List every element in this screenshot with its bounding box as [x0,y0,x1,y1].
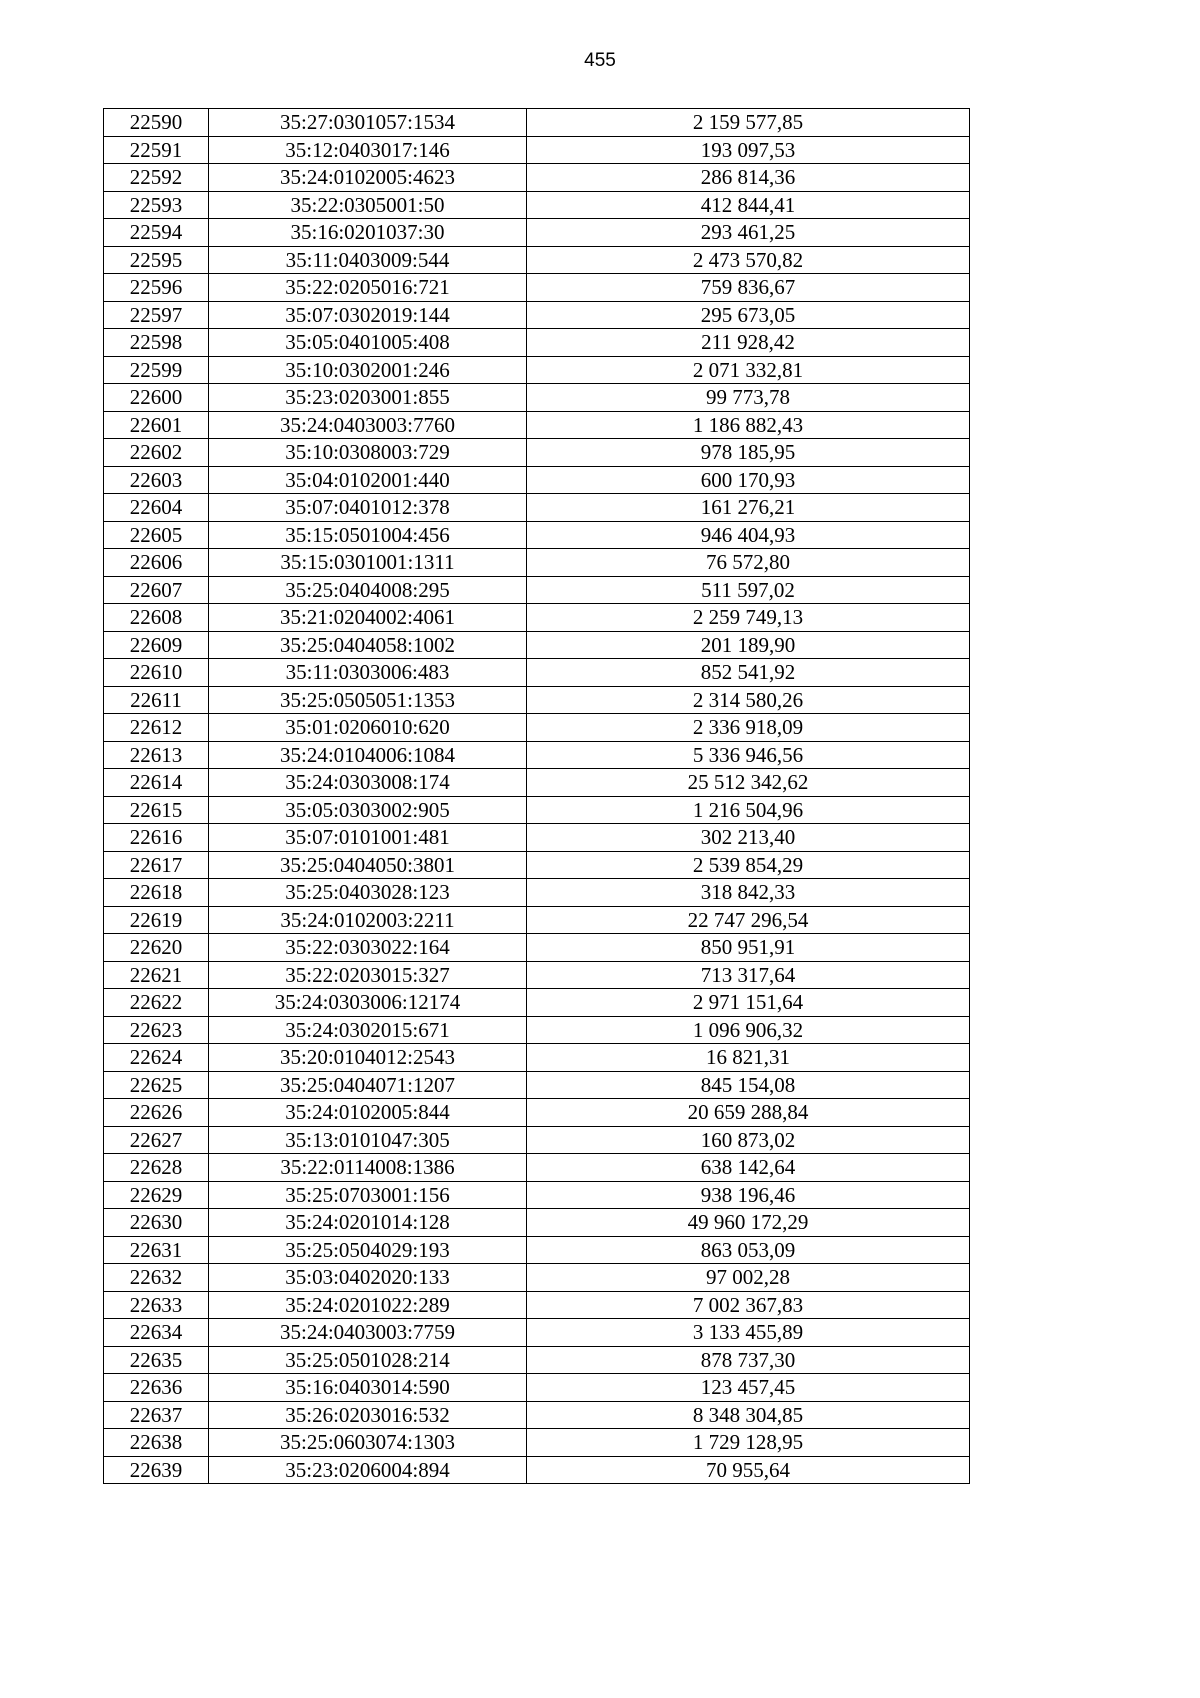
value-cell: 49 960 172,29 [527,1209,970,1237]
table-row [104,109,970,137]
value-cell: 978 185,95 [527,439,970,467]
cadastral-number-cell: 35:24:0403003:7760 [209,411,527,439]
cadastral-number-cell: 35:20:0104012:2543 [209,1044,527,1072]
cadastral-number-cell: 35:25:0504029:193 [209,1236,527,1264]
row-number-cell: 22610 [104,659,209,687]
row-number-cell: 22592 [104,164,209,192]
row-number-cell: 22605 [104,521,209,549]
row-number-cell: 22612 [104,714,209,742]
row-number-cell: 22616 [104,824,209,852]
value-cell: 70 955,64 [527,1456,970,1484]
cadastral-number-cell: 35:25:0404058:1002 [209,631,527,659]
page-number: 455 [584,50,616,71]
row-number-cell: 22596 [104,274,209,302]
table-row [104,631,970,659]
cadastral-number-cell: 35:24:0403003:7759 [209,1319,527,1347]
cadastral-number-cell: 35:15:0501004:456 [209,521,527,549]
value-cell: 638 142,64 [527,1154,970,1182]
cadastral-number-cell: 35:22:0303022:164 [209,934,527,962]
value-cell: 5 336 946,56 [527,741,970,769]
row-number-cell: 22626 [104,1099,209,1127]
row-number-cell: 22602 [104,439,209,467]
table-row [104,1236,970,1264]
cadastral-number-cell: 35:03:0402020:133 [209,1264,527,1292]
cadastral-number-cell: 35:25:0603074:1303 [209,1429,527,1457]
row-number-cell: 22617 [104,851,209,879]
value-cell: 938 196,46 [527,1181,970,1209]
table-row [104,1016,970,1044]
value-cell: 25 512 342,62 [527,769,970,797]
value-cell: 600 170,93 [527,466,970,494]
table-row [104,494,970,522]
table-row [104,1209,970,1237]
value-cell: 2 336 918,09 [527,714,970,742]
cadastral-number-cell: 35:24:0102005:844 [209,1099,527,1127]
cadastral-number-cell: 35:25:0404008:295 [209,576,527,604]
row-number-cell: 22606 [104,549,209,577]
row-number-cell: 22639 [104,1456,209,1484]
row-number-cell: 22623 [104,1016,209,1044]
row-number-cell: 22638 [104,1429,209,1457]
table-row [104,439,970,467]
cadastral-number-cell: 35:25:0703001:156 [209,1181,527,1209]
table-row [104,659,970,687]
value-cell: 1 216 504,96 [527,796,970,824]
value-cell: 201 189,90 [527,631,970,659]
value-cell: 76 572,80 [527,549,970,577]
row-number-cell: 22622 [104,989,209,1017]
row-number-cell: 22591 [104,136,209,164]
table-row [104,741,970,769]
table-row [104,851,970,879]
value-cell: 759 836,67 [527,274,970,302]
table-row [104,604,970,632]
row-number-cell: 22635 [104,1346,209,1374]
value-cell: 2 473 570,82 [527,246,970,274]
table-row [104,411,970,439]
cadastral-number-cell: 35:07:0101001:481 [209,824,527,852]
value-cell: 8 348 304,85 [527,1401,970,1429]
table-row [104,906,970,934]
table-row [104,1099,970,1127]
cadastral-number-cell: 35:22:0305001:50 [209,191,527,219]
value-cell: 1 096 906,32 [527,1016,970,1044]
row-number-cell: 22603 [104,466,209,494]
row-number-cell: 22637 [104,1401,209,1429]
value-cell: 2 259 749,13 [527,604,970,632]
row-number-cell: 22597 [104,301,209,329]
cadastral-number-cell: 35:25:0403028:123 [209,879,527,907]
row-number-cell: 22628 [104,1154,209,1182]
value-cell: 3 133 455,89 [527,1319,970,1347]
table-row [104,879,970,907]
cadastral-number-cell: 35:24:0102005:4623 [209,164,527,192]
value-cell: 2 314 580,26 [527,686,970,714]
row-number-cell: 22621 [104,961,209,989]
table-row [104,301,970,329]
row-number-cell: 22611 [104,686,209,714]
table-row [104,1291,970,1319]
registry-table [103,108,970,1484]
table-row [104,274,970,302]
value-cell: 22 747 296,54 [527,906,970,934]
table-row [104,1154,970,1182]
row-number-cell: 22595 [104,246,209,274]
value-cell: 193 097,53 [527,136,970,164]
table-row [104,934,970,962]
table-row [104,796,970,824]
table-row [104,356,970,384]
table-row [104,1374,970,1402]
value-cell: 20 659 288,84 [527,1099,970,1127]
cadastral-number-cell: 35:15:0301001:1311 [209,549,527,577]
row-number-cell: 22625 [104,1071,209,1099]
table-row [104,521,970,549]
cadastral-number-cell: 35:24:0102003:2211 [209,906,527,934]
value-cell: 2 159 577,85 [527,109,970,137]
cadastral-number-cell: 35:22:0203015:327 [209,961,527,989]
row-number-cell: 22615 [104,796,209,824]
registry-table-body [104,109,970,1484]
value-cell: 1 729 128,95 [527,1429,970,1457]
value-cell: 850 951,91 [527,934,970,962]
table-row [104,1401,970,1429]
row-number-cell: 22624 [104,1044,209,1072]
value-cell: 295 673,05 [527,301,970,329]
cadastral-number-cell: 35:12:0403017:146 [209,136,527,164]
table-row [104,1319,970,1347]
cadastral-number-cell: 35:13:0101047:305 [209,1126,527,1154]
value-cell: 123 457,45 [527,1374,970,1402]
value-cell: 99 773,78 [527,384,970,412]
value-cell: 511 597,02 [527,576,970,604]
row-number-cell: 22613 [104,741,209,769]
cadastral-number-cell: 35:24:0302015:671 [209,1016,527,1044]
cadastral-number-cell: 35:16:0201037:30 [209,219,527,247]
value-cell: 302 213,40 [527,824,970,852]
value-cell: 7 002 367,83 [527,1291,970,1319]
value-cell: 16 821,31 [527,1044,970,1072]
cadastral-number-cell: 35:23:0206004:894 [209,1456,527,1484]
row-number-cell: 22633 [104,1291,209,1319]
row-number-cell: 22636 [104,1374,209,1402]
value-cell: 160 873,02 [527,1126,970,1154]
value-cell: 2 539 854,29 [527,851,970,879]
value-cell: 2 071 332,81 [527,356,970,384]
value-cell: 852 541,92 [527,659,970,687]
row-number-cell: 22600 [104,384,209,412]
cadastral-number-cell: 35:05:0303002:905 [209,796,527,824]
table-row [104,329,970,357]
table-row [104,1044,970,1072]
cadastral-number-cell: 35:01:0206010:620 [209,714,527,742]
row-number-cell: 22631 [104,1236,209,1264]
row-number-cell: 22630 [104,1209,209,1237]
table-row [104,549,970,577]
table-row [104,1181,970,1209]
value-cell: 286 814,36 [527,164,970,192]
row-number-cell: 22598 [104,329,209,357]
cadastral-number-cell: 35:25:0505051:1353 [209,686,527,714]
table-row [104,1456,970,1484]
table-row [104,136,970,164]
table-row [104,576,970,604]
table-row [104,769,970,797]
value-cell: 878 737,30 [527,1346,970,1374]
row-number-cell: 22594 [104,219,209,247]
cadastral-number-cell: 35:11:0403009:544 [209,246,527,274]
table-row [104,1429,970,1457]
value-cell: 2 971 151,64 [527,989,970,1017]
cadastral-number-cell: 35:07:0302019:144 [209,301,527,329]
cadastral-number-cell: 35:27:0301057:1534 [209,109,527,137]
cadastral-number-cell: 35:21:0204002:4061 [209,604,527,632]
cadastral-number-cell: 35:25:0501028:214 [209,1346,527,1374]
value-cell: 1 186 882,43 [527,411,970,439]
row-number-cell: 22620 [104,934,209,962]
table-row [104,824,970,852]
cadastral-number-cell: 35:24:0201014:128 [209,1209,527,1237]
cadastral-number-cell: 35:11:0303006:483 [209,659,527,687]
value-cell: 161 276,21 [527,494,970,522]
row-number-cell: 22607 [104,576,209,604]
cadastral-number-cell: 35:22:0114008:1386 [209,1154,527,1182]
table-row [104,1264,970,1292]
table-row [104,1346,970,1374]
table-row [104,219,970,247]
cadastral-number-cell: 35:05:0401005:408 [209,329,527,357]
cadastral-number-cell: 35:24:0303008:174 [209,769,527,797]
cadastral-number-cell: 35:24:0303006:12174 [209,989,527,1017]
value-cell: 863 053,09 [527,1236,970,1264]
cadastral-number-cell: 35:25:0404071:1207 [209,1071,527,1099]
row-number-cell: 22618 [104,879,209,907]
row-number-cell: 22609 [104,631,209,659]
value-cell: 412 844,41 [527,191,970,219]
row-number-cell: 22593 [104,191,209,219]
value-cell: 211 928,42 [527,329,970,357]
row-number-cell: 22604 [104,494,209,522]
row-number-cell: 22632 [104,1264,209,1292]
value-cell: 845 154,08 [527,1071,970,1099]
row-number-cell: 22599 [104,356,209,384]
row-number-cell: 22614 [104,769,209,797]
row-number-cell: 22627 [104,1126,209,1154]
cadastral-number-cell: 35:10:0302001:246 [209,356,527,384]
table-row [104,714,970,742]
cadastral-number-cell: 35:16:0403014:590 [209,1374,527,1402]
table-row [104,686,970,714]
table-row [104,989,970,1017]
cadastral-number-cell: 35:25:0404050:3801 [209,851,527,879]
row-number-cell: 22619 [104,906,209,934]
value-cell: 318 842,33 [527,879,970,907]
value-cell: 97 002,28 [527,1264,970,1292]
table-row [104,191,970,219]
table-row [104,1126,970,1154]
row-number-cell: 22634 [104,1319,209,1347]
cadastral-number-cell: 35:07:0401012:378 [209,494,527,522]
value-cell: 293 461,25 [527,219,970,247]
table-row [104,466,970,494]
table-row [104,384,970,412]
row-number-cell: 22608 [104,604,209,632]
cadastral-number-cell: 35:23:0203001:855 [209,384,527,412]
table-row [104,246,970,274]
cadastral-number-cell: 35:26:0203016:532 [209,1401,527,1429]
cadastral-number-cell: 35:10:0308003:729 [209,439,527,467]
value-cell: 946 404,93 [527,521,970,549]
cadastral-number-cell: 35:04:0102001:440 [209,466,527,494]
table-row [104,1071,970,1099]
value-cell: 713 317,64 [527,961,970,989]
table-row [104,164,970,192]
row-number-cell: 22629 [104,1181,209,1209]
row-number-cell: 22590 [104,109,209,137]
table-row [104,961,970,989]
cadastral-number-cell: 35:22:0205016:721 [209,274,527,302]
cadastral-number-cell: 35:24:0104006:1084 [209,741,527,769]
row-number-cell: 22601 [104,411,209,439]
cadastral-number-cell: 35:24:0201022:289 [209,1291,527,1319]
